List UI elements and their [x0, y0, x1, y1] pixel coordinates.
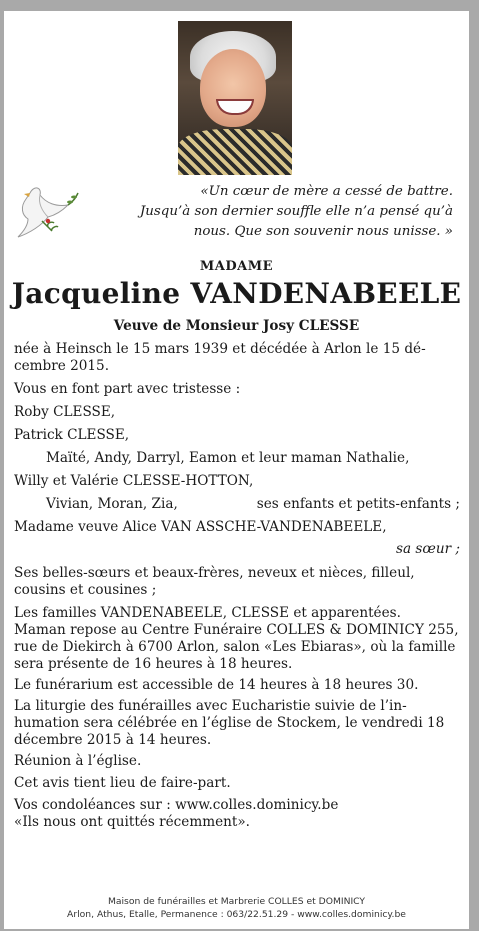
family-member: [14, 496, 460, 513]
grandchildren-names: Vivian, Moran, Zia,: [46, 496, 178, 512]
widow-of: Veuve de Monsieur Josy CLESSE: [113, 318, 360, 334]
portrait-photo: [178, 21, 292, 175]
dove-icon: [12, 181, 82, 247]
memorial-quote: [123, 182, 453, 242]
footer: [4, 895, 469, 921]
announce-line: Vous en font part avec tristesse :: [14, 381, 241, 397]
repose-info: Maman repose au Centre Funéraire COLLES & DOMINICY 255, rue de Diekirch à 6700 Arlon, salon «Les Ebiaras», où la famille sera présente de 16 heures à 18 heures.: [14, 622, 459, 672]
footer-company: Maison de funérailles et Marbrerie COLLES et DOMINICY: [107, 896, 366, 907]
meeting-info: Réunion à l’église.: [14, 753, 142, 769]
footer-contact: Arlon, Athus, Etalle, Permanence : 063/22.51.29 - www.colles.dominicy.be: [67, 909, 406, 920]
closing-line: «Ils nous ont quittés récemment».: [14, 814, 250, 830]
quote-line: nous. Que son souvenir nous unisse. »: [193, 224, 453, 239]
family-member: Willy et Valérie CLESSE-HOTTON,: [14, 473, 254, 489]
funerarium-hours: Le funérarium est accessible de 14 heures à 18 heures 30.: [14, 677, 419, 693]
birth-death-dates: née à Heinsch le 15 mars 1939 et décédée à Arlon le 15 dé-cembre 2015.: [14, 341, 426, 374]
notice-line: Cet avis tient lieu de faire-part.: [14, 775, 231, 791]
announcement-body: [14, 341, 460, 831]
honorific: MADAME: [199, 259, 274, 274]
obituary-card: [4, 11, 469, 929]
deceased-name: Jacqueline VANDENABEELE: [11, 277, 462, 310]
families-line: Les familles VANDENABEELE, CLESSE et apparentées.: [14, 605, 401, 621]
family-member: Maïté, Andy, Darryl, Eamon et leur maman Nathalie,: [46, 450, 410, 466]
condolences-line: Vos condoléances sur : www.colles.dominicy.be: [14, 797, 339, 813]
family-member: Madame veuve Alice VAN ASSCHE-VANDENABEELE,: [14, 519, 387, 535]
relatives-line: Ses belles-sœurs et beaux-frères, neveux et nièces, filleul, cousins et cousines ;: [14, 565, 415, 598]
quote-line: Jusqu’à son dernier souffle elle n’a pensé qu’à: [139, 204, 453, 219]
liturgy-info: La liturgie des funérailles avec Eucharistie suivie de l’in-humation sera célébrée en l’église de Stockem, le vendredi 18 décembre 2015 à 14 heures.: [14, 698, 445, 748]
family-role: sa sœur ;: [396, 541, 460, 557]
family-member: Roby CLESSE,: [14, 404, 116, 420]
quote-line: «Un cœur de mère a cessé de battre.: [200, 184, 453, 199]
grandchildren-role: ses enfants et petits-enfants ;: [256, 496, 460, 512]
family-member: Patrick CLESSE,: [14, 427, 130, 443]
